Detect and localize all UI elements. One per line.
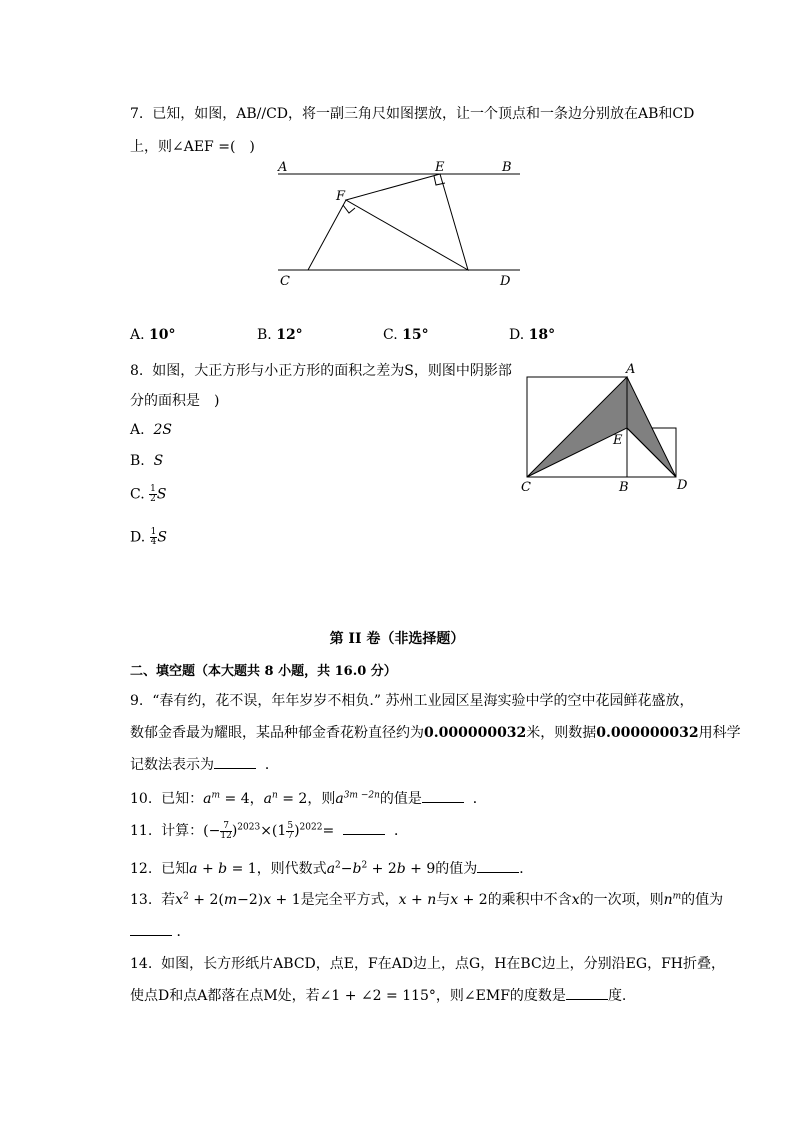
q7-figure [270, 155, 530, 290]
q8-text-line1: 8. 如图，大正方形与小正方形的面积之差为S，则图中阴影部 [130, 363, 512, 379]
q7-option-a[interactable]: A. 10° [130, 327, 176, 343]
label-e: E [435, 160, 445, 175]
q11-answer-blank[interactable] [343, 822, 385, 835]
triangle-efd [346, 174, 468, 270]
line-fc [308, 200, 346, 270]
label-a: A [278, 160, 288, 175]
section-subtitle: 二、填空题（本大题共 8 小题，共 16.0 分） [130, 664, 397, 679]
q13-answer-blank[interactable] [130, 923, 172, 936]
shaded-left [527, 377, 627, 477]
q8-option-b[interactable]: B. S [130, 453, 164, 469]
label-d: D [677, 478, 688, 493]
q7-text-line2: 上，则∠AEF =( ) [130, 139, 255, 155]
q14-text-line1: 14. 如图，长方形纸片ABCD，点E，F在AD边上，点G，H在BC边上，分别沿EG，FH折叠， [130, 956, 726, 972]
label-f: F [336, 189, 346, 204]
label-b: B [502, 160, 512, 175]
right-angle-f [343, 205, 355, 213]
label-c: C [280, 274, 290, 289]
q11-text: 11. 计算：(− $\frac{7}{12}$ )$^{2023}$×(1 $\frac{5}{7}$ )$^{2022}$= ． [130, 820, 408, 841]
section-title: 第 II 卷（非选择题） [329, 631, 465, 647]
q7-text-line1: 7. 已知，如图，AB//CD，将一副三角尺如图摆放，让一个顶点和一条边分别放在AB和CD [130, 106, 695, 122]
label-b: B [619, 480, 629, 495]
q7-option-b[interactable]: B. 12° [257, 327, 303, 343]
label-a: A [626, 362, 636, 377]
q10-text: 10. 已知：$a^m = 4$，$a^n = 2$，则$a^{3m -2n}$的值是 ． [130, 790, 487, 807]
q12-answer-blank[interactable] [477, 860, 519, 873]
q12-text: 12. 已知a + b = 1，则代数式$a^2-b^2 + 2b + 9$的值为 ． [130, 860, 534, 877]
q9-text-line2: 数郁金香最为耀眼，某品种郁金香花粉直径约为0.000000032米，则数据0.000000032用科学 [130, 725, 741, 741]
shaded-right [627, 377, 676, 477]
q14-answer-blank[interactable] [566, 987, 608, 1000]
q8-figure [515, 360, 705, 495]
q10-answer-blank[interactable] [422, 790, 464, 803]
q7-option-d[interactable]: D. 18° [509, 327, 556, 343]
q8-option-d[interactable]: D. $\frac{1}{4}$ S [130, 527, 167, 547]
q9-answer-blank[interactable] [214, 756, 256, 769]
q9-text-line3: 记数法表示为 ． [130, 757, 279, 773]
q13-text-line1: 13. 若$x^2 + 2(m-2)x + 1$是完全平方式，x + n与x + 2的乘积中不含x的一次项，则$n^m$的值为 [130, 891, 724, 908]
q7-option-c[interactable]: C. 15° [383, 327, 429, 343]
q14-text-line2: 使点D和点A都落在点M处，若∠1 + ∠2 = 115°，则∠EMF的度数是 度. [130, 988, 627, 1004]
q8-option-a[interactable]: A. 2S [130, 422, 172, 438]
q13-text-line2: ． [130, 921, 190, 941]
q8-option-c[interactable]: C. $\frac{1}{2}$ S [130, 484, 167, 504]
label-e: E [613, 433, 623, 448]
label-d: D [500, 274, 511, 289]
q8-text-line2: 分的面积是 ) [130, 393, 220, 409]
q9-text-line1: 9. “春有约，花不误，年年岁岁不相负.” 苏州工业园区星海实验中学的空中花园鲜花盛放， [130, 693, 694, 709]
right-angle-e [434, 176, 445, 185]
label-c: C [521, 480, 531, 495]
